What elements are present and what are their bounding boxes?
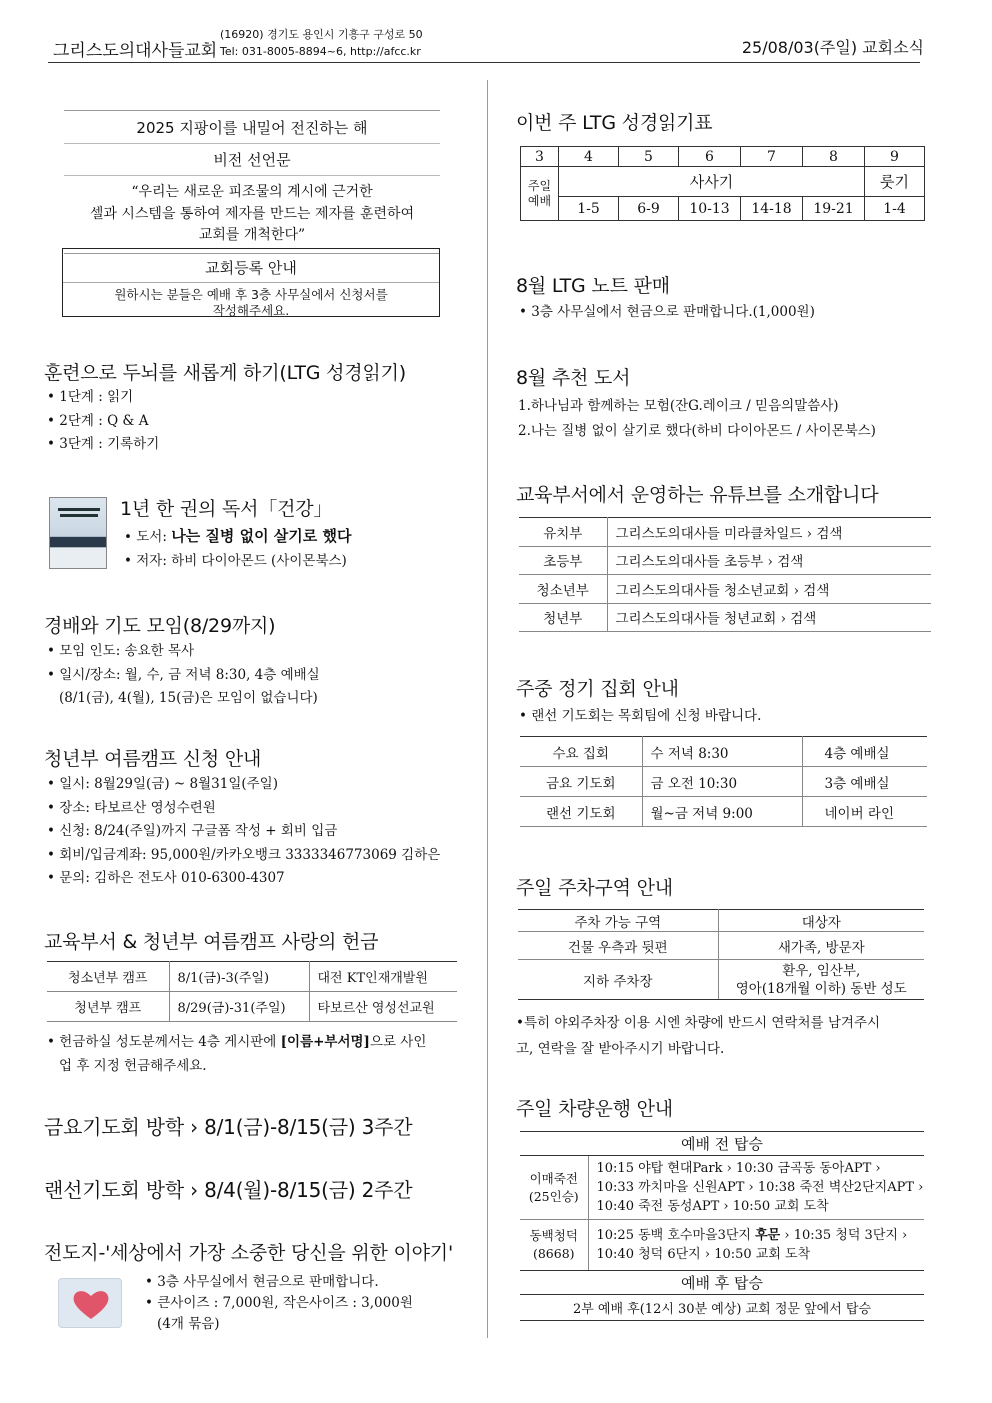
list-item: • 3단계 : 기록하기 <box>47 433 159 457</box>
youth-camp-title: 청년부 여름캠프 신청 안내 <box>44 748 262 770</box>
page-header <box>48 22 944 64</box>
bulletin-date: 25/08/03(주일) 교회소식 <box>741 38 924 57</box>
vehicle-table <box>520 1131 924 1321</box>
book-cell: 룻기 <box>865 167 925 197</box>
church-address: (16920) 경기도 용인시 기흥구 구성로 50 <box>220 28 423 41</box>
friday-prayer-break: 금요기도회 방학 › 8/1(금)-8/15(금) 3주간 <box>44 1115 413 1139</box>
table-row <box>520 1156 924 1220</box>
list-item: • 일시/장소: 월, 수, 금 저녁 8:30, 4층 예배실 <box>47 664 320 688</box>
table-row <box>520 767 927 797</box>
church-name: 그리스도의대사들교회 <box>53 41 218 61</box>
ltg-table-title: 이번 주 LTG 성경읽기표 <box>516 112 713 134</box>
youtube-title: 교육부서에서 운영하는 유튜브를 소개합니다 <box>516 484 879 506</box>
table-cell: 청년부 캠프 <box>47 992 169 1022</box>
route-bold: 후문 <box>755 1228 781 1243</box>
table-row <box>521 197 925 221</box>
range-cell: 6-9 <box>619 197 679 221</box>
table-cell: 3층 예배실 <box>802 767 927 797</box>
table-cell: 네이버 라인 <box>802 797 927 827</box>
note-text: 으로 사인 <box>369 1034 427 1050</box>
tract-title: 전도지-'세상에서 가장 소중한 당신을 위한 이야기' <box>44 1242 453 1264</box>
header-divider <box>48 62 920 63</box>
table-row <box>520 797 927 827</box>
day-cell: 6 <box>679 147 741 167</box>
declaration-line: 셀과 시스템을 통하여 제자를 만드는 제자를 훈련하여 <box>89 205 415 222</box>
table-row <box>520 737 927 767</box>
table-header: 대상자 <box>718 910 924 932</box>
declaration-line: 교회를 개척한다” <box>198 227 306 243</box>
declaration-title: 비전 선언문 <box>64 144 440 176</box>
note-text: 헌금하실 성도분께서는 4층 게시판에 <box>59 1034 281 1050</box>
table-row <box>520 1295 924 1321</box>
list-note: 업 후 지정 헌금해주세요. <box>59 1057 207 1074</box>
range-cell: 1-4 <box>865 197 925 221</box>
table-cell: 지하 주차장 <box>518 960 718 1000</box>
declaration-line: “우리는 새로운 피조물의 계시에 근거한 <box>131 184 373 200</box>
recommended-books-title: 8월 추천 도서 <box>516 367 631 389</box>
target-line: 영아(18개월 이하) 동반 성도 <box>735 980 907 997</box>
registration-text <box>63 283 439 319</box>
lunch-prayer-break: 랜선기도회 방학 › 8/4(월)-8/15(금) 2주간 <box>44 1178 413 1202</box>
target-line: 환우, 임산부, <box>782 962 861 979</box>
book-reading-title: 1년 한 권의 독서「건강」 <box>120 498 333 520</box>
route-text: 10:25 동백 호수마을3단지 <box>596 1228 756 1243</box>
book-label: 도서: <box>136 529 172 545</box>
list-item: • 일시: 8월29일(금) ~ 8월31일(주일) <box>47 773 440 797</box>
vision-box <box>64 110 440 254</box>
route-name-line: (8668) <box>532 1246 575 1261</box>
youtube-link[interactable]: 그리스도의대사들 청년교회 › 검색 <box>607 603 931 632</box>
list-item: • 3층 사무실에서 현금으로 판매합니다. <box>145 1272 413 1293</box>
route-line <box>597 1226 925 1245</box>
table-row <box>47 962 457 992</box>
worship-prayer-list <box>47 640 320 711</box>
after-service-note: 2부 예배 후(12시 30분 예상) 교회 정문 앞에서 탑승 <box>520 1295 924 1321</box>
route-name <box>520 1220 588 1271</box>
list-item: • 큰사이즈 : 7,000원, 작은사이즈 : 3,000원 <box>145 1293 413 1314</box>
route-line: 10:40 청덕 6단지 › 10:50 교회 도착 <box>596 1247 811 1262</box>
camp-offering-note <box>47 1031 467 1078</box>
table-row <box>519 518 931 547</box>
youtube-link[interactable]: 그리스도의대사들 청소년교회 › 검색 <box>607 575 931 604</box>
book-cover-image <box>49 497 107 569</box>
table-row <box>521 147 925 167</box>
table-cell: 8/29(금)-31(주일) <box>169 992 309 1022</box>
church-address-block <box>220 26 423 60</box>
table-cell: 4층 예배실 <box>802 737 927 767</box>
camp-offering-table <box>47 961 457 1022</box>
day-cell: 9 <box>865 147 925 167</box>
route-name-line: 동백청덕 <box>529 1228 578 1243</box>
range-cell: 14-18 <box>741 197 803 221</box>
note-bold: [이름+부서명] <box>280 1034 370 1050</box>
list-item: • 장소: 타보르산 영성수련원 <box>47 797 440 821</box>
route-line: 10:33 까치마을 신원APT › 10:38 죽전 벽산2단지APT › <box>596 1180 924 1195</box>
table-cell: 대전 KT인재개발원 <box>309 962 457 992</box>
table-cell: 8/1(금)-3(주일) <box>169 962 309 992</box>
gathering-title: 주중 정기 집회 안내 <box>516 678 679 700</box>
route-line: 10:40 죽전 동성APT › 10:50 교회 도착 <box>596 1199 829 1214</box>
training-list <box>47 386 159 457</box>
row-label-line: 주일 <box>527 178 552 193</box>
ltg-note-title: 8월 LTG 노트 판매 <box>516 275 670 297</box>
ltg-reading-table <box>520 146 925 221</box>
registration-box <box>62 248 440 317</box>
list-item: • 모임 인도: 송요한 목사 <box>47 640 320 664</box>
book-title: 나는 질병 없이 살기로 했다 <box>171 527 352 545</box>
table-row <box>518 932 924 960</box>
table-cell: 새가족, 방문자 <box>718 932 924 960</box>
parking-title: 주일 주차구역 안내 <box>516 877 673 899</box>
range-cell: 10-13 <box>679 197 741 221</box>
worship-prayer-title: 경배와 기도 모임(8/29까지) <box>44 615 276 637</box>
heart-icon <box>71 1287 111 1321</box>
route-name-line: 이매죽전 <box>529 1170 578 1186</box>
youtube-table <box>519 517 931 632</box>
church-contact: Tel: 031-8005-8894~6, http://afcc.kr <box>220 45 421 58</box>
column-divider <box>487 80 488 1338</box>
range-cell: 19-21 <box>803 197 865 221</box>
youth-camp-list <box>47 773 440 891</box>
after-service-header: 예배 후 탑승 <box>520 1271 924 1295</box>
table-row <box>520 1132 924 1156</box>
book-info <box>124 525 351 573</box>
table-cell: 금요 기도회 <box>520 767 642 797</box>
day-cell: 8 <box>803 147 865 167</box>
table-cell: 초등부 <box>519 546 607 575</box>
tract-list <box>145 1272 413 1335</box>
row-label-line: 예배 <box>527 193 552 208</box>
list-note: (4개 묶음) <box>157 1316 220 1332</box>
route-line: 10:15 야탑 현대Park › 10:30 금곡동 동아APT › <box>596 1161 881 1176</box>
table-cell: 월~금 저녁 9:00 <box>642 797 802 827</box>
table-cell: 건물 우측과 뒷편 <box>518 932 718 960</box>
parking-note <box>516 1010 880 1062</box>
row-label <box>521 167 559 221</box>
list-item: • 3층 사무실에서 현금으로 판매합니다.(1,000원) <box>519 301 815 325</box>
range-cell: 1-5 <box>559 197 619 221</box>
day-cell: 3 <box>521 147 559 167</box>
before-service-header: 예배 전 탑승 <box>520 1132 924 1156</box>
tract-image <box>58 1278 122 1328</box>
table-row <box>520 1220 924 1271</box>
table-cell: 수요 집회 <box>520 737 642 767</box>
list-item: • 신청: 8/24(주일)까지 구글폼 작성 + 회비 입금 <box>47 820 440 844</box>
ltg-note-list <box>519 301 815 325</box>
parking-table <box>518 909 924 1000</box>
table-cell <box>718 960 924 1000</box>
table-row <box>518 910 924 932</box>
list-note: (8/1(금), 4(월), 15(금)은 모임이 없습니다) <box>59 690 318 706</box>
route-stops <box>588 1156 924 1220</box>
table-row <box>518 960 924 1000</box>
youtube-link[interactable]: 그리스도의대사들 미라클차일드 › 검색 <box>607 518 931 547</box>
route-name <box>520 1156 588 1220</box>
registration-title: 교회등록 안내 <box>63 249 439 283</box>
training-title: 훈련으로 두뇌를 새롭게 하기(LTG 성경읽기) <box>44 362 406 384</box>
day-cell: 7 <box>741 147 803 167</box>
registration-line: 작성해주세요. <box>212 303 290 318</box>
table-cell: 유치부 <box>519 518 607 547</box>
gathering-table <box>520 736 927 827</box>
table-cell: 청소년부 <box>519 575 607 604</box>
book-author: • 저자: 하비 다이아몬드 (사이몬북스) <box>124 550 351 574</box>
youtube-link[interactable]: 그리스도의대사들 초등부 › 검색 <box>607 546 931 575</box>
table-row <box>519 575 931 604</box>
table-row <box>519 603 931 632</box>
route-stops <box>588 1220 924 1271</box>
table-cell: 수 저녁 8:30 <box>642 737 802 767</box>
table-row <box>521 167 925 197</box>
table-row <box>520 1271 924 1295</box>
camp-offering-title: 교육부서 & 청년부 여름캠프 사랑의 헌금 <box>44 931 379 953</box>
table-header: 주차 가능 구역 <box>518 910 718 932</box>
day-cell: 5 <box>619 147 679 167</box>
table-cell: 청년부 <box>519 603 607 632</box>
list-item: • 랜선 기도회는 목회팀에 신청 바랍니다. <box>519 705 761 729</box>
route-text: › 10:35 청덕 3단지 › <box>780 1228 908 1243</box>
table-cell: 타보르산 영성선교원 <box>309 992 457 1022</box>
gathering-list <box>519 705 761 729</box>
note-line: •특히 야외주차장 이용 시엔 차량에 반드시 연락처를 남겨주시 <box>516 1015 881 1031</box>
list-item <box>47 1031 467 1055</box>
list-item: 1.하나님과 함께하는 모험(잔G.레이크 / 믿음의말씀사) <box>518 398 839 414</box>
list-item: 2.나는 질병 없이 살기로 했다(하비 다이아몬드 / 사이몬북스) <box>518 423 876 439</box>
list-item: • 2단계 : Q & A <box>47 410 159 434</box>
list-item: • 1단계 : 읽기 <box>47 386 159 410</box>
declaration-text <box>64 176 440 254</box>
list-item: • 회비/입금계좌: 95,000원/카카오뱅크 3333346773069 김하은 <box>47 844 440 868</box>
recommended-books-list <box>518 394 876 444</box>
table-cell: 금 오전 10:30 <box>642 767 802 797</box>
table-cell: 청소년부 캠프 <box>47 962 169 992</box>
book-title-line <box>124 525 351 550</box>
registration-line: 원하시는 분들은 예배 후 3층 사무실에서 신청서를 <box>114 287 388 302</box>
route-name-line: (25인승) <box>528 1188 579 1204</box>
table-cell: 랜선 기도회 <box>520 797 642 827</box>
table-row <box>47 992 457 1022</box>
vehicle-title: 주일 차량운행 안내 <box>516 1098 673 1120</box>
day-cell: 4 <box>559 147 619 167</box>
table-row <box>519 546 931 575</box>
year-title: 2025 지팡이를 내밀어 전진하는 해 <box>64 110 440 144</box>
book-cell: 사사기 <box>559 167 865 197</box>
note-line: 고, 연락을 잘 받아주시기 바랍니다. <box>516 1041 725 1057</box>
list-item: • 문의: 김하은 전도사 010-6300-4307 <box>47 867 440 891</box>
